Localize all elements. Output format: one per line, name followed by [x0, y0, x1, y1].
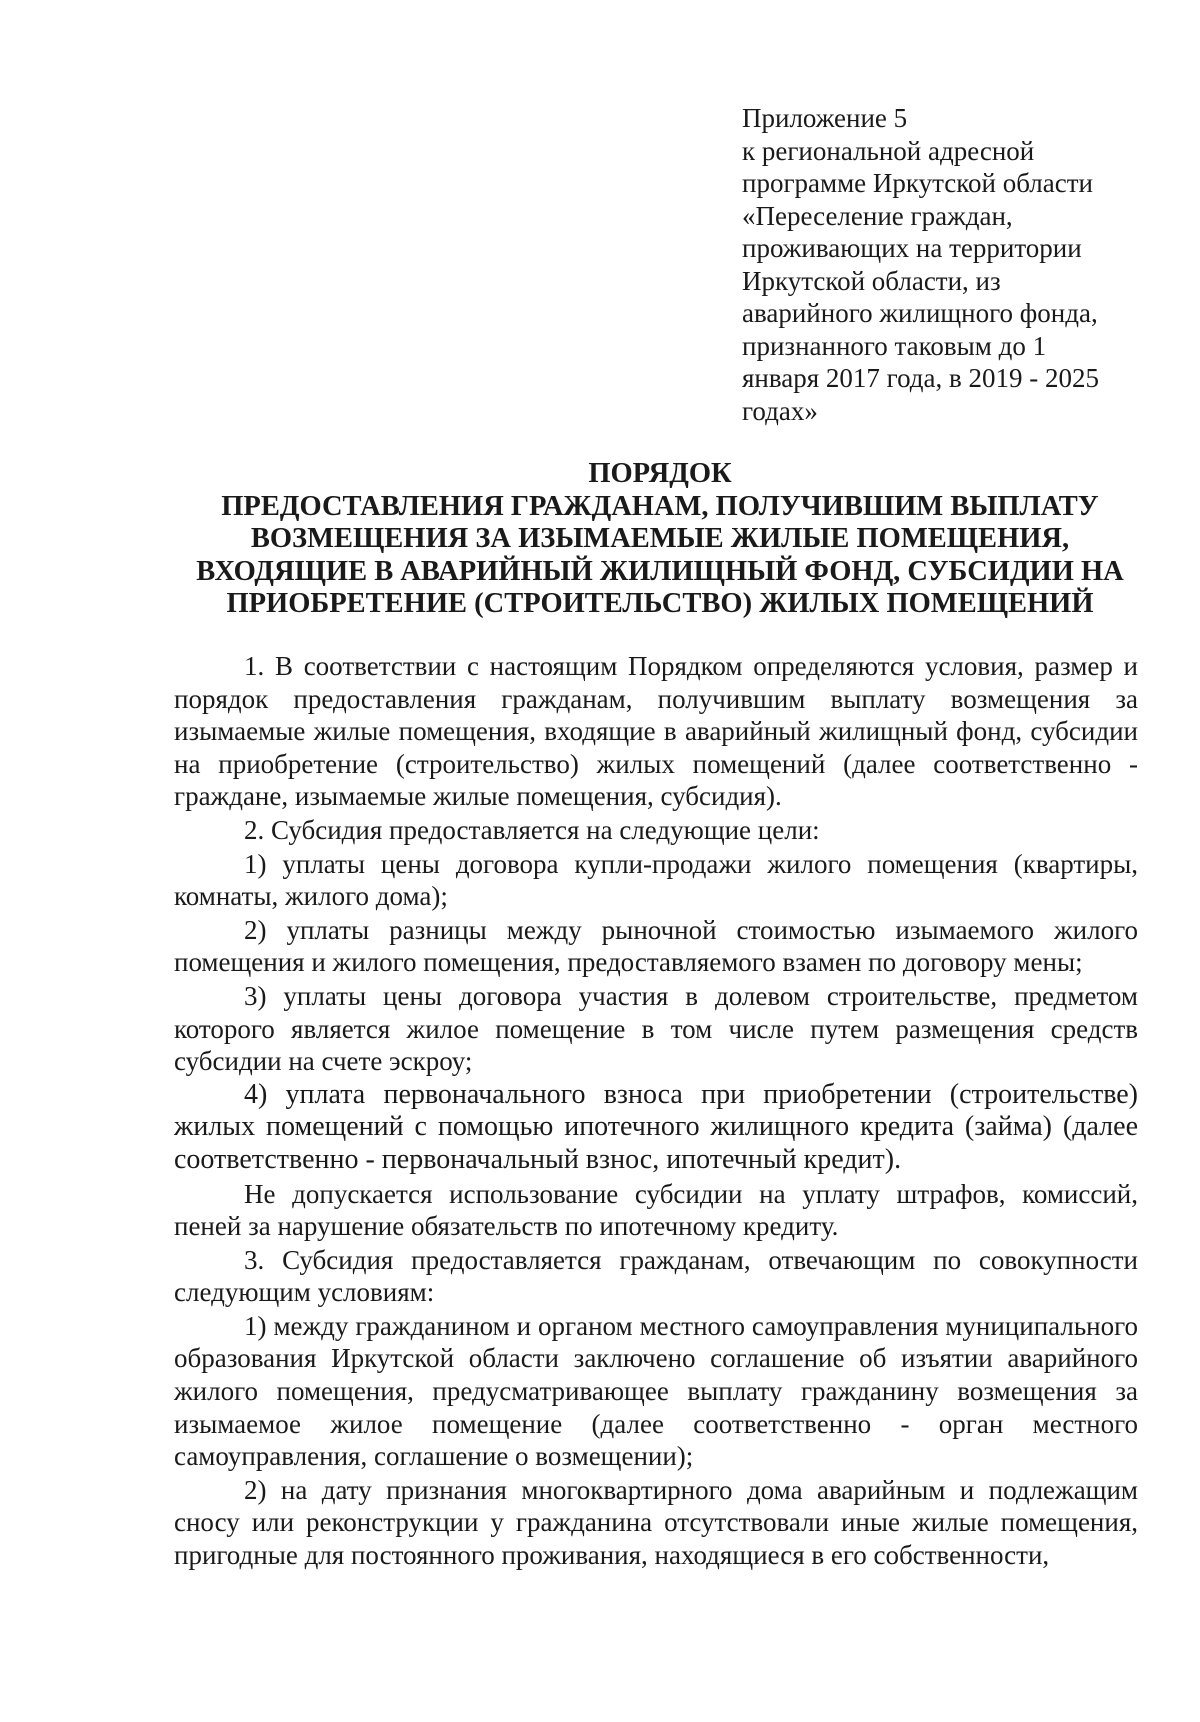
paragraph-2-restriction: Не допускается использование субсидии на уплату штрафов, комиссий, пеней за нарушение обязательств по ипотечному кредиту.: [174, 1178, 1138, 1242]
title-line: ВХОДЯЩИЕ В АВАРИЙНЫЙ ЖИЛИЩНЫЙ ФОНД, СУБСИДИИ НА: [196, 555, 1124, 587]
appendix-line: к региональной адресной: [742, 135, 1035, 166]
paragraph-2-item-1: 1) уплаты цены договора купли-продажи жилого помещения (квартиры, комнаты, жилого дома);: [174, 848, 1138, 912]
appendix-line: программе Иркутской области: [742, 168, 1093, 198]
document-body: [174, 650, 1138, 1572]
appendix-header: [742, 102, 1162, 427]
appendix-line: аварийного жилищного фонда,: [742, 298, 1098, 328]
paragraph-2-item-4: 4) уплата первоначального взноса при приобретении (строительстве) жилых помещений с помощью ипотечного жилищного кредита (займа) (далее соответственно - первоначальный взнос, ипотечный кредит).: [174, 1078, 1138, 1175]
appendix-line: «Переселение граждан,: [742, 200, 1013, 231]
appendix-line: проживающих на территории: [742, 233, 1082, 263]
paragraph-2-item-3: 3) уплаты цены договора участия в долевом строительстве, предметом которого является жилое помещение в том числе путем размещения средств субсидии на счете эскроу;: [174, 980, 1138, 1077]
appendix-line: годах»: [742, 395, 818, 426]
paragraph-3-item-1: 1) между гражданином и органом местного самоуправления муниципального образования Иркутской области заключено соглашение об изъятии аварийного жилого помещения, предусматривающее выплату гражданину возмещения за изымаемое жилое помещение (далее соответственно - орган местного самоуправления, соглашение о возмещении);: [174, 1310, 1138, 1472]
appendix-line: признанного таковым до 1: [742, 330, 1047, 361]
appendix-line: Иркутской области, из: [742, 265, 1001, 296]
appendix-line: января 2017 года, в 2019 - 2025: [742, 363, 1099, 393]
title-line: ПРЕДОСТАВЛЕНИЯ ГРАЖДАНАМ, ПОЛУЧИВШИМ ВЫПЛАТУ: [221, 490, 1099, 522]
appendix-line: Приложение 5: [742, 103, 908, 133]
paragraph-1: 1. В соответствии с настоящим Порядком определяются условия, размер и порядок предоставления гражданам, получившим выплату возмещения за изымаемые жилые помещения, входящие в аварийный жилищный фонд, субсидии на приобретение (строительство) жилых помещений (далее соответственно - граждане, изымаемые жилые помещения, субсидия).: [174, 651, 1138, 812]
paragraph-2-item-2: 2) уплаты разницы между рыночной стоимостью изымаемого жилого помещения и жилого помещения, предоставляемого взамен по договору мены;: [174, 914, 1138, 978]
paragraph-3: 3. Субсидия предоставляется гражданам, отвечающим по совокупности следующим условиям:: [174, 1244, 1138, 1308]
title-line: ПРИОБРЕТЕНИЕ (СТРОИТЕЛЬСТВО) ЖИЛЫХ ПОМЕЩЕНИЙ: [226, 588, 1094, 619]
title-line: ВОЗМЕЩЕНИЯ ЗА ИЗЫМАЕМЫЕ ЖИЛЫЕ ПОМЕЩЕНИЯ,: [250, 523, 1070, 554]
paragraph-2: 2. Субсидия предоставляется на следующие цели:: [244, 814, 820, 845]
paragraph-3-item-2: 2) на дату признания многоквартирного дома аварийным и подлежащим сносу или реконструкции у гражданина отсутствовали иные жилые помещения, пригодные для постоянного проживания, находящиеся в его собственности,: [174, 1474, 1138, 1571]
document-title: [160, 458, 1160, 621]
title-line: ПОРЯДОК: [588, 458, 732, 489]
